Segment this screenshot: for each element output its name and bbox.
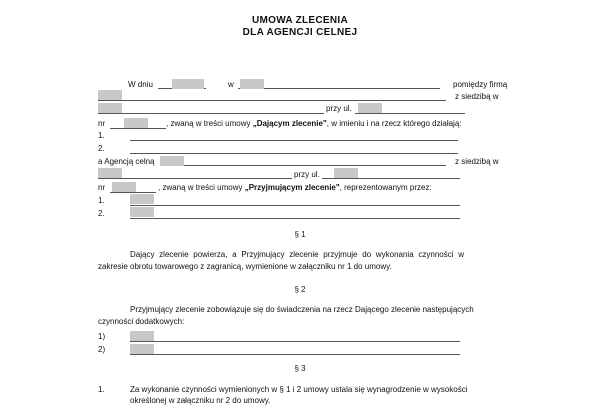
section3-item1-line1: Za wykonanie czynności wymienionych w § 1 i 2 umowy ustala się wynagrodzenie w wysokości: [130, 385, 468, 394]
agency-item2-num: 2.: [98, 209, 105, 218]
zwana-prefix: , zwaną w treści umowy: [166, 119, 251, 128]
section2-item2-num: 2): [98, 345, 106, 354]
agency-city-field[interactable]: [98, 168, 122, 178]
document-title-line2: DLA AGENCJI CELNEJ: [242, 27, 358, 38]
agency-name-field[interactable]: [160, 156, 184, 166]
nr-field[interactable]: [124, 118, 148, 128]
section2-item2-field[interactable]: [130, 344, 154, 354]
agencja-label: a Agencją celną: [98, 157, 155, 166]
section2-item1-num: 1): [98, 332, 106, 341]
z-siedziba-label: z siedzibą w: [455, 92, 499, 101]
agency-item2-line: [130, 218, 460, 219]
section2-item2-line: [130, 354, 460, 355]
agency-nr-field[interactable]: [112, 182, 136, 192]
agency-rep2-field[interactable]: [130, 207, 154, 217]
place-line: [238, 88, 440, 89]
agency-name-line: [160, 165, 446, 166]
agency-zwana-row: [158, 183, 432, 193]
section3-item1-num: 1.: [98, 385, 105, 394]
zwana-row: [166, 119, 462, 129]
intro-item1-num: 1.: [98, 131, 105, 140]
section2-heading: § 2: [294, 285, 306, 294]
zwana-suffix: , w imieniu i na rzecz którego działają:: [326, 119, 462, 128]
section1-text: Dający zlecenie powierza, a Przyjmujący zlecenie przyjmuje do wykonania czynności w zakresie obrotu towarowego z zagranicą, wymienione w załączniku nr 1 do umowy.: [98, 250, 464, 271]
agency-zwana-suffix: , reprezentowanym przez:: [339, 183, 432, 192]
company-field[interactable]: [98, 90, 122, 100]
document-title-line1: UMOWA ZLECENIA: [251, 15, 349, 26]
agency-nr-label: nr: [98, 183, 106, 192]
section2-item1-line: [130, 341, 460, 342]
agency-city-line: [98, 178, 292, 179]
section1-heading: § 1: [294, 230, 306, 239]
agency-rep1-field[interactable]: [130, 194, 154, 204]
intro-item2-num: 2.: [98, 144, 105, 153]
agency-nr-line: [110, 192, 156, 193]
place-field[interactable]: [240, 79, 264, 89]
agency-item1-num: 1.: [98, 196, 105, 205]
intro-item1-line: [130, 140, 458, 141]
city-field[interactable]: [98, 103, 122, 113]
nr-line: [110, 128, 166, 129]
street-line: [355, 113, 465, 114]
agency-z-siedziba-label: z siedzibą w: [455, 157, 499, 166]
agency-street-line: [322, 178, 460, 179]
agency-przy-ul-label: przy ul.: [294, 170, 320, 179]
street-field[interactable]: [358, 103, 382, 113]
city-line: [98, 113, 324, 114]
w-label: w: [228, 80, 234, 89]
agency-street-field[interactable]: [334, 168, 358, 178]
nr-label: nr: [98, 119, 106, 128]
section2-line2: czynności dodatkowych:: [98, 317, 185, 326]
przyjmujacy-zlecenie-label: „Przyjmującym zlecenie": [244, 183, 340, 192]
section2-line1: Przyjmujący zlecenie zobowiązuje się do świadczenia na rzecz Dającego zlecenie następujących: [130, 305, 474, 314]
przy-ul-label: przy ul.: [326, 104, 352, 113]
agency-item1-line: [130, 205, 460, 206]
agency-zwana-prefix: , zwaną w treści umowy: [158, 183, 243, 192]
company-line: [98, 100, 446, 101]
pomiedzy-label: pomiędzy firmą: [453, 80, 508, 89]
section3-heading: § 3: [294, 364, 306, 373]
intro-item2-line: [130, 153, 458, 154]
w-dniu-label: W dniu: [128, 80, 153, 89]
dajacy-zlecenie-label: „Dającym zlecenie": [252, 119, 327, 128]
section2-item1-field[interactable]: [130, 331, 154, 341]
date-field[interactable]: [172, 79, 204, 89]
section3-item1-line2: określonej w załączniku nr 2 do umowy.: [130, 396, 271, 405]
